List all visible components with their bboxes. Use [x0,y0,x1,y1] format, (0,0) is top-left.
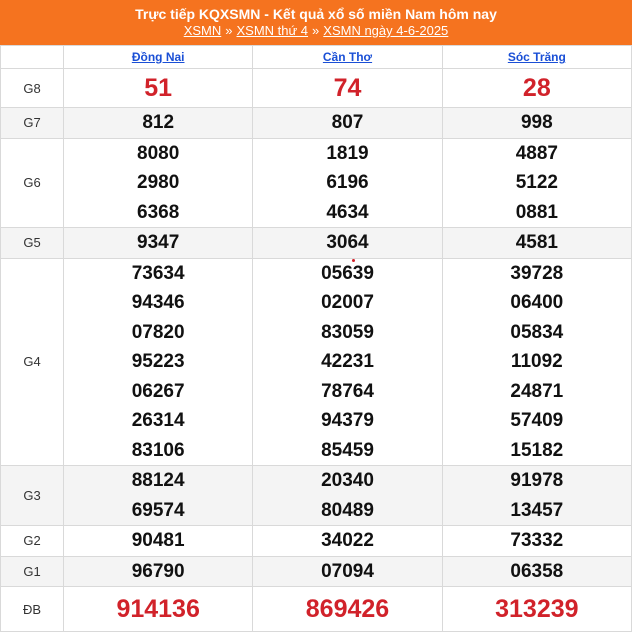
prize-number: 4887 [515,142,558,164]
prize-number: 9347 [137,232,180,253]
prize-number: 05639 [321,262,374,284]
prize-cell [253,466,442,526]
prize-label: G1 [1,556,64,587]
corner-cell [1,46,64,69]
prize-number: 05834 [510,321,564,343]
prize-number: 1819 [326,142,369,164]
prize-number: 24871 [510,380,564,402]
prize-label: G7 [1,108,64,139]
prize-row-3 [1,228,632,259]
prize-row-4 [1,258,632,466]
prize-number: 95223 [131,351,185,372]
prize-number: 90481 [131,530,185,551]
prize-cell [442,526,631,557]
prize-number: 5122 [515,172,558,193]
prize-number: 807 [331,112,364,133]
province-link-soc-trang[interactable]: Sóc Trăng [507,50,566,64]
page-title: Trực tiếp KQXSMN - Kết quả xổ số miền Nam hôm nay [135,6,497,22]
prize-number: 80489 [321,499,374,521]
prize-number: 34022 [321,530,374,551]
prize-row-5 [1,466,632,526]
prize-number: 02007 [321,292,374,313]
prize-number: 39728 [510,262,564,284]
prize-number: 83106 [131,439,185,461]
prize-cell [253,587,442,632]
breadcrumb-separator: » [225,23,233,38]
province-link-can-tho[interactable]: Cần Thơ [322,50,373,64]
prize-label: G3 [1,466,64,526]
breadcrumb-separator: » [312,23,320,38]
prize-number: 15182 [510,439,564,461]
prize-cell [442,69,631,108]
breadcrumb-xsmn-thu-4[interactable]: XSMN thứ 4 [236,23,309,38]
prize-number: 3064 [326,232,369,253]
prize-label: G5 [1,228,64,259]
prize-number: 998 [520,112,553,133]
prize-number: 51 [144,74,173,102]
prize-cell [64,228,253,259]
prize-number: 85459 [321,439,374,461]
prize-number: 88124 [131,470,185,491]
prize-label: G2 [1,526,64,557]
prize-row-2 [1,138,632,228]
prize-cell [442,466,631,526]
prize-number: 94379 [321,410,374,431]
prize-number: 313239 [495,595,579,623]
prize-number: 07094 [321,560,374,582]
province-header [64,46,253,69]
prize-label: G4 [1,258,64,466]
prize-number: 06358 [510,560,564,582]
prize-number: 26314 [131,410,185,431]
prize-number: 13457 [510,499,564,521]
prize-number: 4634 [326,201,369,223]
prize-cell [442,108,631,139]
prize-number: 6196 [326,172,369,193]
prize-number: 69574 [131,499,185,521]
prize-cell [442,228,631,259]
prize-cell [442,587,631,632]
prize-label: G8 [1,69,64,108]
prize-number: 94346 [131,292,185,313]
prize-number: 0881 [515,201,558,223]
prize-number: 20340 [321,470,374,491]
breadcrumb-xsmn-date[interactable]: XSMN ngày 4-6-2025 [323,23,449,38]
prize-row-6 [1,526,632,557]
prize-number: 74 [333,74,362,102]
prize-number: 914136 [116,595,200,623]
prize-row-1 [1,108,632,139]
prize-cell [64,526,253,557]
prize-number: 73332 [510,530,564,551]
prize-number: 06400 [510,292,564,313]
prize-cell [64,587,253,632]
prize-label: ĐB [1,587,64,632]
breadcrumb-xsmn[interactable]: XSMN [183,23,222,38]
prize-cell [442,556,631,587]
province-header-row [1,46,632,69]
prize-number: 812 [142,112,175,133]
breadcrumb [0,23,632,39]
province-link-dong-nai[interactable]: Đồng Nai [131,50,185,64]
prize-row-7 [1,556,632,587]
prize-number: 869426 [305,595,390,623]
prize-number: 06267 [131,380,185,402]
prize-number: 6368 [137,201,180,223]
prize-cell [253,556,442,587]
live-indicator-dot [352,259,355,262]
prize-cell [253,526,442,557]
prize-cell [64,258,253,466]
prize-cell [64,69,253,108]
results-table [0,45,632,632]
prize-number: 4581 [515,232,558,253]
prize-label: G6 [1,138,64,228]
prize-number: 42231 [321,351,374,372]
prize-number: 91978 [510,470,564,491]
prize-cell [64,556,253,587]
prize-number: 8080 [137,142,180,164]
prize-cell [64,466,253,526]
results-body [1,69,632,632]
prize-number: 83059 [321,321,374,343]
prize-number: 28 [522,74,551,102]
prize-cell [253,258,442,466]
prize-number: 96790 [131,560,185,582]
prize-number: 2980 [137,172,180,193]
prize-number: 57409 [510,410,564,431]
prize-number: 07820 [131,321,185,343]
prize-number: 78764 [321,380,374,402]
prize-cell [253,108,442,139]
prize-row-0 [1,69,632,108]
prize-number: 11092 [510,351,563,372]
province-header [442,46,631,69]
prize-cell [253,69,442,108]
prize-cell [253,138,442,228]
prize-cell [64,138,253,228]
prize-cell [253,228,442,259]
prize-number: 73634 [131,262,185,284]
prize-row-8 [1,587,632,632]
prize-cell [442,258,631,466]
results-header [0,0,632,45]
prize-cell [64,108,253,139]
province-header [253,46,442,69]
prize-cell [442,138,631,228]
